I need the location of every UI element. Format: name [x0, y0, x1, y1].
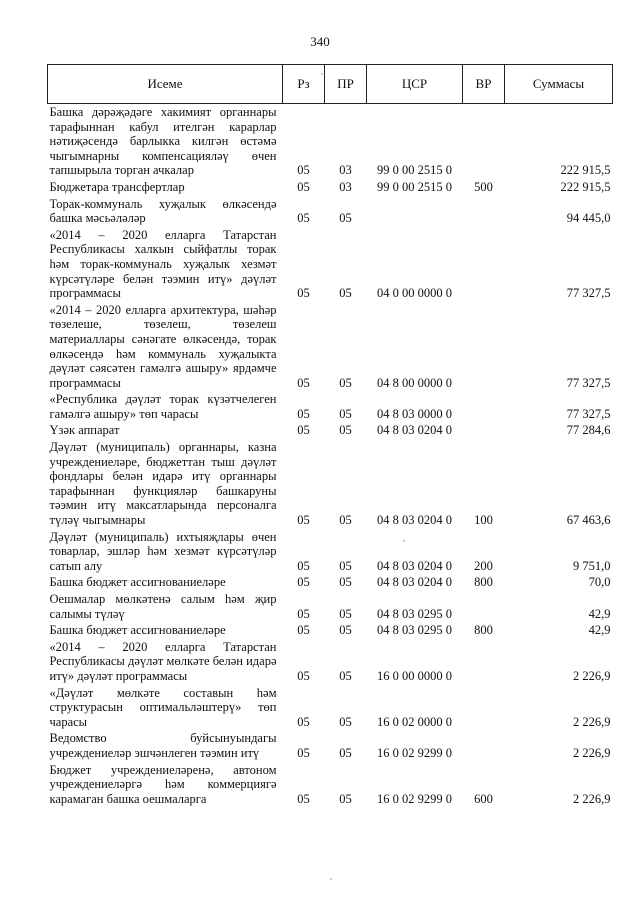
row-sum: 2 226,9: [573, 668, 611, 683]
row-sum: 2 226,9: [573, 745, 611, 760]
table-row: [48, 762, 613, 808]
row-csr: 04 8 03 0204 0: [377, 423, 452, 438]
row-sum: 94 445,0: [566, 211, 611, 226]
table-row: [48, 422, 613, 439]
row-name: Дәүләт (муниципаль) ихтыяҗлары өчен товарлар, эшләр һәм хезмәт күрсәтүләр сатып алу: [49, 529, 277, 573]
row-rz: 05: [297, 286, 310, 301]
header-name: Исеме: [48, 65, 283, 104]
table-row: [48, 439, 613, 529]
row-name: Торак-коммуналь хуҗалык өлкәсендә башка мәсьәләләр: [49, 196, 277, 226]
row-pr: 05: [339, 668, 352, 683]
row-name: Башка дәрәҗәдәге хакимият органнары тарафыннан кабул ителгән карарлар нәтиҗәсендә барлыкка килгән өстәмә чыгымнарны компенсацияләү өчен тапшырыла торган ачкалар: [49, 105, 277, 178]
row-vr: [463, 685, 505, 731]
table-header-row: [48, 65, 613, 104]
row-pr: 05: [339, 406, 352, 421]
row-pr: 05: [339, 423, 352, 438]
row-rz: 05: [297, 163, 310, 178]
row-rz: 05: [297, 179, 310, 194]
row-name: Оешмалар мөлкәтенә салым һәм җир салымы түләү: [49, 592, 277, 621]
row-name: «Дәүләт мөлкәте составын һәм структурасын оптимальләштерү» төп чарасы: [49, 685, 277, 729]
table-row: [48, 529, 613, 575]
header-sum: Суммасы: [505, 65, 613, 104]
table-row: [48, 622, 613, 639]
row-rz: 05: [297, 791, 310, 806]
row-vr: [463, 227, 505, 302]
row-vr: [463, 391, 505, 422]
row-sum: 67 463,6: [566, 513, 611, 528]
row-rz: 05: [297, 668, 310, 683]
row-pr: 03: [339, 163, 352, 178]
row-vr: [463, 302, 505, 392]
row-csr: [367, 196, 463, 227]
row-sum: 2 226,9: [573, 791, 611, 806]
row-pr: 05: [339, 558, 352, 573]
row-vr: [463, 591, 505, 622]
scan-speck: [330, 878, 332, 880]
table-row: [48, 685, 613, 731]
row-pr: 05: [339, 375, 352, 390]
row-rz: 05: [297, 375, 310, 390]
table-row: [48, 104, 613, 179]
row-name: Башка бюджет ассигнованиеләре: [49, 623, 226, 638]
row-name: Ведомство буйсынуындагы учреждениеләр эшчәнлеген тәэмин итү: [49, 731, 277, 760]
row-pr: 05: [339, 606, 352, 621]
row-pr: 05: [339, 513, 352, 528]
row-sum: 77 327,5: [566, 375, 611, 390]
page-number: 340: [310, 34, 330, 49]
row-sum: 222 915,5: [560, 179, 611, 194]
row-csr: 99 0 00 2515 0: [377, 163, 452, 178]
row-pr: 05: [339, 211, 352, 226]
row-sum: 42,9: [588, 606, 611, 621]
table-row: [48, 574, 613, 591]
row-vr: 800: [474, 623, 493, 638]
row-vr: [463, 639, 505, 685]
row-rz: 05: [297, 745, 310, 760]
row-csr: 04 0 00 0000 0: [377, 286, 452, 301]
row-rz: 05: [297, 406, 310, 421]
row-rz: 05: [297, 623, 310, 638]
row-vr: [463, 196, 505, 227]
row-pr: 05: [339, 714, 352, 729]
table-row: [48, 591, 613, 622]
row-pr: 05: [339, 791, 352, 806]
row-name: Бюджетара трансфертлар: [49, 179, 185, 194]
row-vr: 100: [474, 513, 493, 528]
row-rz: 05: [297, 513, 310, 528]
row-csr: 16 0 02 0000 0: [377, 714, 452, 729]
row-csr: 04 8 03 0295 0: [377, 606, 452, 621]
row-csr: 04 8 03 0204 0: [377, 558, 452, 573]
row-vr: [463, 104, 505, 179]
header-pr: ПР: [325, 65, 367, 104]
table-row: [48, 179, 613, 196]
row-vr: 200: [474, 558, 493, 573]
row-pr: 05: [339, 575, 352, 590]
row-csr: 04 8 03 0204 0: [377, 575, 452, 590]
table-row: [48, 639, 613, 685]
row-rz: 05: [297, 423, 310, 438]
row-csr: 04 8 03 0204 0: [377, 513, 452, 528]
row-csr: 16 0 02 9299 0: [377, 791, 452, 806]
row-rz: 05: [297, 575, 310, 590]
row-name: Үзәк аппарат: [49, 423, 120, 438]
row-name: Башка бюджет ассигнованиеләре: [49, 575, 226, 590]
row-vr: 600: [474, 791, 493, 806]
row-name: Дәүләт (муниципаль) органнары, казна учреждениеләре, бюджеттан тыш дәүләт фондлары белән идарә итү органнары тарафыннан функцияләр башкаруны тәэмин итү максатларында персоналга түләү чыгымнары: [49, 440, 277, 528]
row-rz: 05: [297, 211, 310, 226]
row-sum: 70,0: [588, 575, 611, 590]
row-vr: 800: [474, 575, 493, 590]
row-rz: 05: [297, 558, 310, 573]
row-sum: 222 915,5: [560, 163, 611, 178]
row-name: «Республика дәүләт торак күзәтчелеген гамәлгә ашыру» төп чарасы: [49, 392, 277, 421]
row-name: «2014 – 2020 елларга архитектура, шәһәр төзелеше, төзелеш, төзелеш материаллары сәнәгате өлкәсендә, торак өлкәсендә һәм коммуналь хуҗалыкта дәүләт сәясәтен гамәлгә ашыру» ярдәмче программасы: [49, 302, 277, 390]
row-sum: 2 226,9: [573, 714, 611, 729]
row-name: Бюджет учреждениеләренә, автоном учреждениеләргә һәм коммерциягә карамаган башка оешмаларга: [49, 762, 277, 806]
row-sum: 77 327,5: [566, 286, 611, 301]
row-csr: 99 0 00 2515 0: [377, 179, 452, 194]
row-pr: 05: [339, 286, 352, 301]
row-csr: 04 8 03 0000 0: [377, 406, 452, 421]
scan-speck: [403, 540, 405, 542]
row-vr: [463, 730, 505, 761]
row-csr: 04 8 00 0000 0: [377, 375, 452, 390]
row-sum: 77 284,6: [566, 423, 611, 438]
row-sum: 42,9: [588, 623, 611, 638]
table-row: [48, 302, 613, 392]
table-body: [48, 104, 613, 808]
row-vr: 500: [474, 179, 493, 194]
table-row: [48, 391, 613, 422]
row-pr: 03: [339, 179, 352, 194]
table-row: [48, 227, 613, 302]
row-sum: 77 327,5: [566, 406, 611, 421]
row-csr: 16 0 00 0000 0: [377, 668, 452, 683]
header-vr: ВР: [463, 65, 505, 104]
row-vr: [463, 422, 505, 439]
scan-speck: [321, 73, 323, 75]
row-rz: 05: [297, 714, 310, 729]
row-csr: 04 8 03 0295 0: [377, 623, 452, 638]
header-rz: Рз: [283, 65, 325, 104]
budget-table: [47, 64, 613, 807]
row-pr: 05: [339, 745, 352, 760]
row-sum: 9 751,0: [573, 558, 611, 573]
row-name: «2014 – 2020 елларга Татарстан Республикасы халкын сыйфатлы торак һәм торак-коммуналь хуҗалык хезмәт күрсәтүләре белән тәэмин итү» дәүләт программасы: [49, 227, 277, 301]
row-name: «2014 – 2020 елларга Татарстан Республикасы дәүләт мөлкәте белән идарә итү» дәүләт программасы: [49, 639, 277, 683]
header-csr: ЦСР: [367, 65, 463, 104]
table-row: [48, 730, 613, 761]
row-rz: 05: [297, 606, 310, 621]
row-csr: 16 0 02 9299 0: [377, 745, 452, 760]
table-row: [48, 196, 613, 227]
row-pr: 05: [339, 623, 352, 638]
